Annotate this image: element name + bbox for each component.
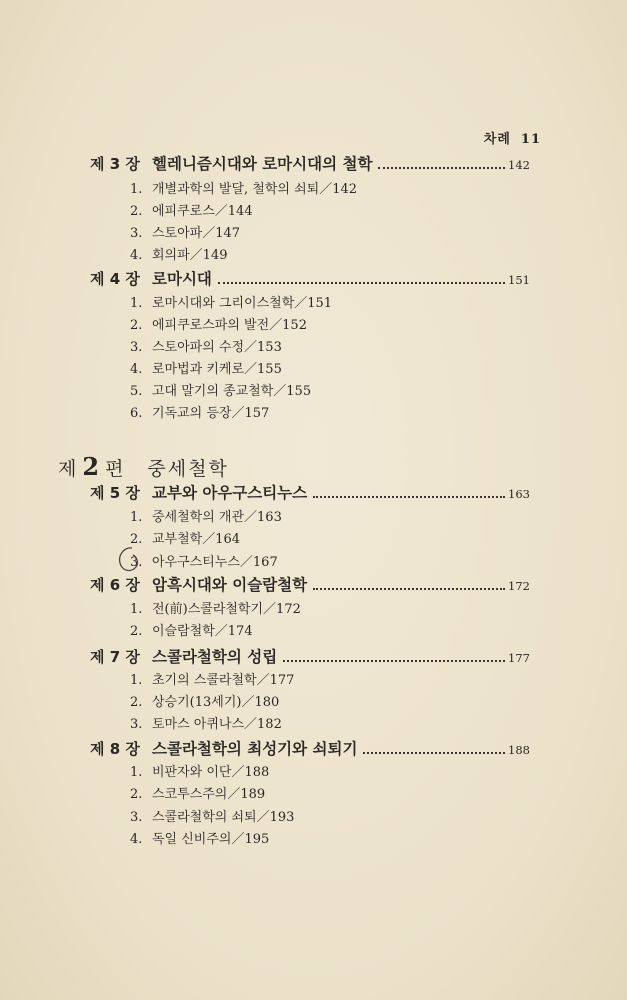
chapter-number: 제 6 장	[90, 576, 140, 594]
section-number: 2.	[130, 532, 143, 547]
section-entry	[130, 336, 282, 355]
chapter-page: 163	[508, 487, 530, 501]
section-number: 1.	[130, 182, 143, 197]
section-number: 3.	[130, 717, 143, 732]
part-title: 중세철학	[147, 458, 229, 480]
section-title: 전(前)스콜라철학기／172	[152, 602, 301, 617]
section-entry	[130, 178, 357, 197]
section-title: 이슬람철학／174	[152, 624, 253, 639]
section-title: 개별과학의 발달, 철학의 쇠퇴／142	[152, 182, 358, 197]
section-number: 3.	[130, 340, 143, 355]
chapter-entry	[90, 152, 530, 174]
section-entry	[130, 691, 279, 710]
leader-dots	[283, 660, 505, 662]
part-prefix: 제	[58, 458, 79, 480]
chapter-entry	[90, 737, 530, 759]
section-entry	[130, 380, 311, 399]
section-title: 기독교의 등장／157	[152, 406, 270, 421]
section-number: 2.	[130, 787, 143, 802]
section-entry	[130, 620, 253, 639]
section-entry	[130, 598, 301, 617]
section-entry	[130, 713, 282, 732]
section-title: 에피쿠로스／144	[152, 204, 253, 219]
page-number: 11	[520, 132, 541, 147]
chapter-title: 로마시대	[152, 270, 212, 288]
chapter-title: 스콜라철학의 성립	[152, 648, 278, 666]
chapter-entry	[90, 573, 530, 595]
section-title: 비판자와 이단／188	[152, 765, 270, 780]
section-number: 1.	[130, 765, 143, 780]
section-title: 스토아파의 수정／153	[152, 340, 282, 355]
chapter-number: 제 7 장	[90, 648, 140, 666]
section-entry	[130, 200, 253, 219]
section-entry	[130, 314, 307, 333]
section-number: 5.	[130, 384, 143, 399]
section-entry	[130, 506, 282, 525]
section-number: 3.	[130, 810, 143, 825]
section-entry	[130, 761, 269, 780]
chapter-page: 151	[508, 273, 530, 287]
section-entry	[130, 828, 269, 847]
chapter-title: 헬레니즘시대와 로마시대의 철학	[152, 155, 373, 173]
chapter-number: 제 4 장	[90, 270, 140, 288]
section-number: 4.	[130, 832, 143, 847]
chapter-number: 제 3 장	[90, 155, 140, 173]
chapter-entry	[90, 267, 530, 289]
chapter-entry	[90, 481, 530, 503]
section-title: 로마법과 키케로／155	[152, 362, 282, 377]
chapter-title: 스콜라철학의 최성기와 쇠퇴기	[152, 740, 358, 758]
section-entry	[130, 222, 240, 241]
section-title: 고대 말기의 종교철학／155	[152, 384, 312, 399]
section-entry	[130, 402, 269, 421]
section-entry	[130, 551, 278, 570]
section-entry	[130, 358, 282, 377]
part-number: 2	[82, 452, 102, 481]
section-number: 2.	[130, 204, 143, 219]
section-number: 4.	[130, 362, 143, 377]
section-title: 아우구스티누스／167	[152, 555, 278, 570]
part-suffix: 편	[105, 458, 126, 480]
section-number: 2.	[130, 318, 143, 333]
section-title: 회의파／149	[152, 248, 228, 263]
section-title: 교부철학／164	[152, 532, 241, 547]
section-entry	[130, 528, 240, 547]
leader-dots	[313, 496, 505, 498]
running-head-label: 차례	[483, 132, 511, 147]
section-title: 상승기(13세기)／180	[152, 695, 280, 710]
section-title: 로마시대와 그리이스철학／151	[152, 296, 333, 311]
section-title: 초기의 스콜라철학／177	[152, 673, 295, 688]
leader-dots	[378, 167, 505, 169]
section-title: 에피쿠로스파의 발전／152	[152, 318, 307, 333]
section-number: 1.	[130, 296, 143, 311]
running-head	[484, 128, 541, 147]
section-title: 중세철학의 개관／163	[152, 510, 282, 525]
part-heading	[58, 452, 229, 481]
chapter-entry	[90, 645, 530, 667]
chapter-page: 188	[508, 743, 530, 757]
chapter-title: 교부와 아우구스티누스	[152, 484, 308, 502]
section-entry	[130, 669, 294, 688]
section-title: 독일 신비주의／195	[152, 832, 270, 847]
section-entry	[130, 783, 265, 802]
leader-dots	[363, 752, 505, 754]
section-title: 토마스 아퀴나스／182	[152, 717, 282, 732]
section-entry	[130, 806, 294, 825]
chapter-page: 172	[508, 579, 530, 593]
section-title: 스토아파／147	[152, 226, 241, 241]
chapter-page: 177	[508, 651, 530, 665]
section-number: 2.	[130, 695, 143, 710]
chapter-title: 암흑시대와 이슬람철학	[152, 576, 308, 594]
chapter-page: 142	[508, 158, 530, 172]
section-entry	[130, 244, 228, 263]
section-number: 4.	[130, 248, 143, 263]
leader-dots	[313, 588, 505, 590]
section-number: 2.	[130, 624, 143, 639]
section-number: 3.	[130, 555, 143, 570]
section-number: 6.	[130, 406, 143, 421]
leader-dots	[218, 282, 505, 284]
pencil-circle-mark	[115, 545, 143, 575]
section-title: 스콜라철학의 쇠퇴／193	[152, 810, 295, 825]
section-number: 3.	[130, 226, 143, 241]
section-number: 1.	[130, 673, 143, 688]
section-number: 1.	[130, 602, 143, 617]
chapter-number: 제 5 장	[90, 484, 140, 502]
section-number: 1.	[130, 510, 143, 525]
chapter-number: 제 8 장	[90, 740, 140, 758]
section-entry	[130, 292, 332, 311]
section-title: 스코투스주의／189	[152, 787, 266, 802]
